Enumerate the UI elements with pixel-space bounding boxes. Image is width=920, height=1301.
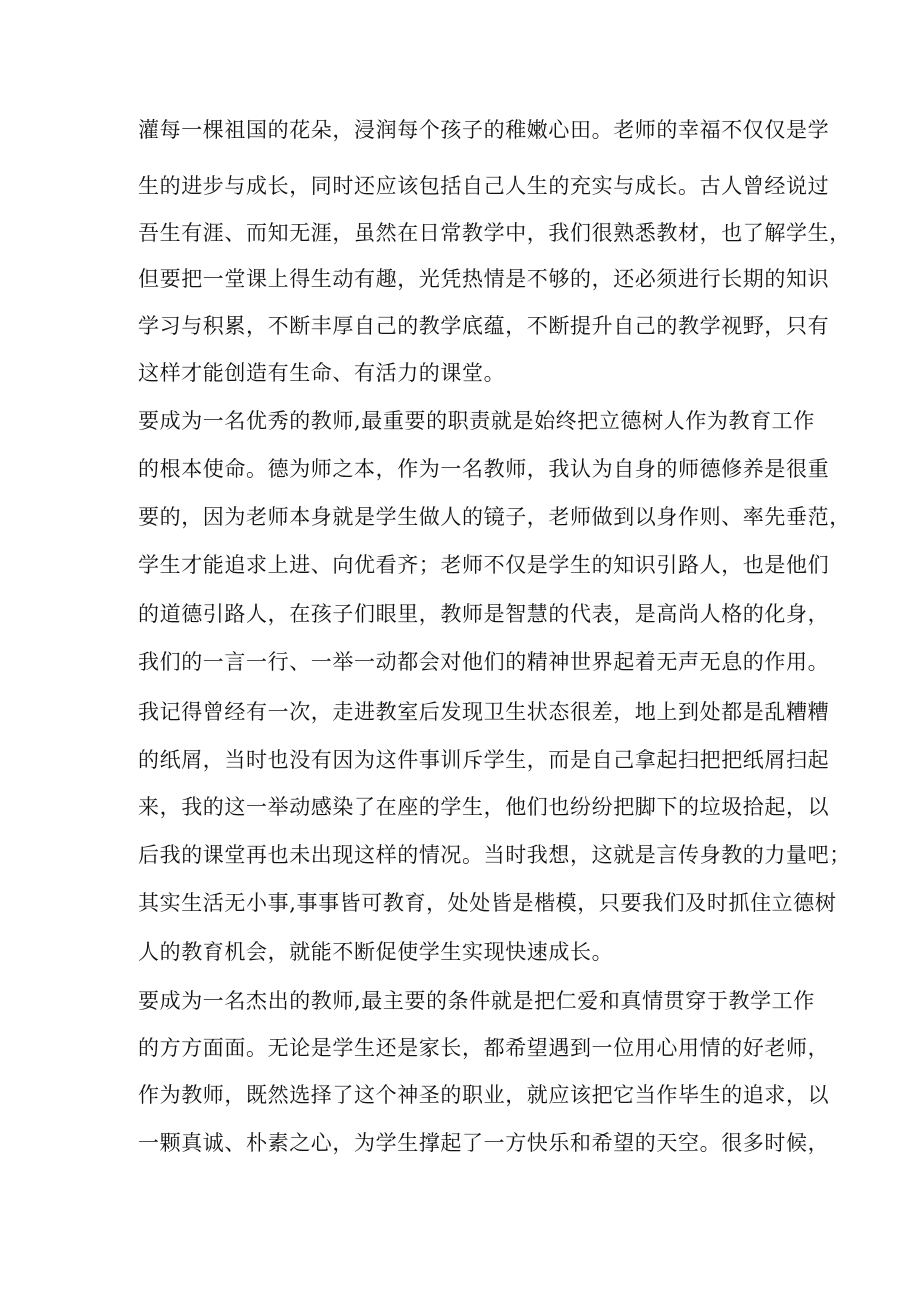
text-line: 这样才能创造有生命、有活力的课堂。: [138, 361, 506, 385]
text-line: 来，我的这一举动感染了在座的学生，他们也纷纷把脚下的垃圾拾起，以: [138, 795, 830, 819]
text-line: 我记得曾经有一次，走进教室后发现卫生状态很差，地上到处都是乱糟糟: [138, 700, 830, 724]
text-line: 其实生活无小事,事事皆可教育，处处皆是楷模，只要我们及时抓住立德树: [138, 891, 837, 915]
text-line: 的纸屑，当时也没有因为这件事训斥学生，而是自己拿起扫把把纸屑扫起: [138, 748, 830, 772]
text-line: 的根本使命。德为师之本，作为一名教师，我认为自身的师德修养是很重: [138, 457, 830, 481]
text-line: 我们的一言一行、一举一动都会对他们的精神世界起着无声无息的作用。: [138, 650, 830, 674]
text-line: 作为教师，既然选择了这个神圣的职业，就应该把它当作毕生的追求，以: [138, 1083, 830, 1107]
text-line: 学生才能追求上进、向优看齐；老师不仅是学生的知识引路人，也是他们: [138, 553, 830, 577]
text-line: 生的进步与成长，同时还应该包括自己人生的充实与成长。古人曾经说过: [138, 174, 830, 198]
text-line: 一颗真诚、朴素之心，为学生撑起了一方快乐和希望的天空。很多时候，: [138, 1131, 830, 1155]
text-line: 人的教育机会，就能不断促使学生实现快速成长。: [138, 940, 614, 964]
text-line: 后我的课堂再也未出现这样的情况。当时我想，这就是言传身教的力量吧；: [138, 843, 851, 867]
text-line: 学习与积累，不断丰厚自己的教学底蕴，不断提升自己的教学视野，只有: [138, 314, 830, 338]
text-line: 吾生有涯、而知无涯，虽然在日常教学中，我们很熟悉教材，也了解学生，: [138, 221, 851, 245]
text-line: 灌每一棵祖国的花朵，浸润每个孩子的稚嫩心田。老师的幸福不仅仅是学: [138, 118, 830, 142]
text-line: 的道德引路人，在孩子们眼里，教师是智慧的代表，是高尚人格的化身，: [138, 602, 830, 626]
text-line: 要的，因为老师本身就是学生做人的镜子，老师做到以身作则、率先垂范，: [138, 505, 851, 529]
text-line: 的方方面面。无论是学生还是家长，都希望遇到一位用心用情的好老师，: [138, 1036, 830, 1060]
text-line: 要成为一名杰出的教师,最主要的条件就是把仁爱和真情贯穿于教学工作: [138, 989, 815, 1013]
text-line: 但要把一堂课上得生动有趣，光凭热情是不够的，还必须进行长期的知识: [138, 267, 830, 291]
text-line: 要成为一名优秀的教师,最重要的职责就是始终把立德树人作为教育工作: [138, 409, 815, 433]
